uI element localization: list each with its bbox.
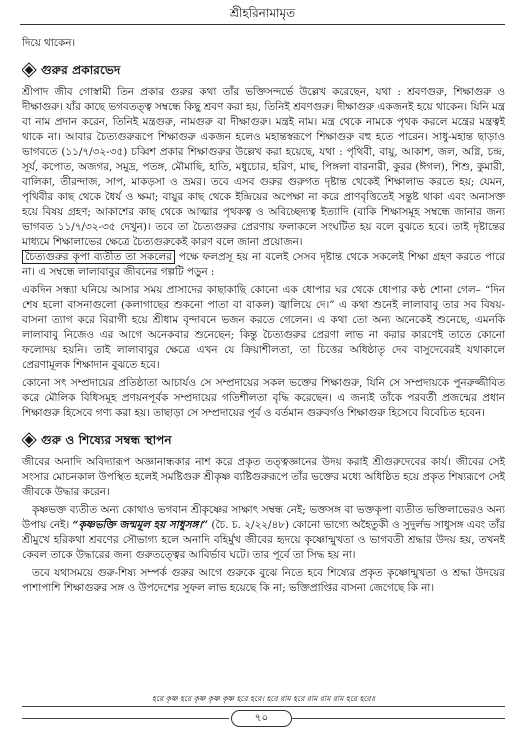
paragraph-sampradaya-acharya: কোনো সৎ সম্প্রদায়ের প্রতিষ্ঠাতা আচার্যও সে সম্প্রদায়ের সকল ভক্তের শিক্ষাগুরু, যিনি সে সম্প্রদায়কে পুনরুজ্জীবিত করে মৌলিক বিধিসমূহ প্রণয়নপূর্বক সম্প্রদায়ের গতিশীলতা বৃদ্ধি করেছেন। এ জন্যই তাঁকে পরবর্তী প্রজন্মের প্রধান শিক্ষাগুরু হিসেবে গণ্য করা হয়। তাছাড়া সে সম্প্রদায়ের পূর্ব ও বর্তমান গুরুবর্গও শিক্ষাগুরু হিসেবে বিবেচিত হবেন। — [22, 377, 505, 419]
bullet-icon — [25, 66, 33, 74]
boxed-highlight: চৈত্যগুরুর কৃপা ব্যতীত তা সকলের — [22, 250, 175, 264]
book-title: শ্রীহরিনামামৃত — [229, 6, 296, 20]
scripture-quote: “কৃষ্ণভক্তি জন্মমূল হয় সাধুসঙ্গ।” — [72, 519, 209, 531]
footer-divider-left — [22, 718, 229, 719]
section-heading-guru-types — [22, 62, 505, 78]
footer-divider-right — [292, 718, 505, 719]
section-heading-label: গুরু ও শিষ্যের সম্বন্ধ স্থাপন — [41, 433, 172, 447]
running-header — [20, 5, 505, 25]
paragraph-text: কৃষ্ণভক্ত ব্যতীত অন্য কোথাও ভগবান শ্রীকৃষ্ণের সাক্ষাৎ সম্বন্ধ নেই; ভক্তসঙ্গ বা ভক্তকৃপা ব্যতীত ভক্তিলাভেরও অন্য উপায় নেই। — [22, 504, 505, 531]
paragraph-text: (চৈ. চ. ২/২২/৪৮) কোনো ভাগ্যে অহৈতুকী ও সুদুর্লভ সাধুসঙ্গ এবং তাঁর শ্রীমুখে হরিকথা শ্রবণের সৌভাগ্য হলে অনাদি বহির্মুখ জীবের হৃদয়ে কৃষ্ণোন্মুখতা ও ভাগবতী শ্রদ্ধার উদয় হয়, তখনই কেবল তাকে উদ্ধারের জন্য গুরুতত্ত্বের আবির্ভাব ঘটে। তার পূর্বে তা সিদ্ধ হয় না। — [22, 519, 505, 561]
page-number: ৭০ — [231, 710, 292, 727]
footer-mantra: হরে কৃষ্ণ হরে কৃষ্ণ কৃষ্ণ কৃষ্ণ হরে হরে। হরে রাম হরে রাম রাম রাম হরে হরে॥ — [22, 694, 505, 707]
section-heading-guru-disciple — [22, 432, 505, 448]
paragraph-guru-function: জীবের অনাদি অবিদ্যারূপ অজ্ঞানান্ধকার নাশ করে প্রকৃত তত্ত্বজ্ঞানের উদয় করাই শ্রীগুরুদেবের কার্য। জীবের সেই সংসার মোচনকাল উপস্থিত হলেই সমষ্টিগুরু শ্রীকৃষ্ণ ব্যষ্টিগুরুরূপে তাঁর ভক্তের মধ্যে অধিষ্ঠিত হয়ে প্রকৃত শিষ্যরূপে সেই জীবকে উদ্ধার করেন। — [22, 456, 505, 498]
paragraph-timely-relation: তবে যথাসময়ে গুরু-শিষ্য সম্পর্ক গুরুর আগে গুরুকে বুঝে নিতে হবে শিষ্যের প্রকৃত কৃষ্ণোন্মুখতা ও শ্রদ্ধা উদয়ের পাশাপাশি শিক্ষাগুরুর সঙ্গ ও উপদেশের সুফল লাভ হয়েছে কি না; ভক্তিপ্রাপ্তির বাসনা জেগেছে কি না। — [22, 567, 505, 594]
paragraph-text: শ্রীপাদ জীব গোস্বামী তিন প্রকার গুরুর কথা তাঁর ভক্তিসন্দর্ভে উল্লেখ করেছেন, যথা : শ্রবণগুরু, শিক্ষাগুরু ও দীক্ষাগুরু। যাঁর কাছে ভগবতত্ত্ব সম্বন্ধে কিছু শ্রবণ করা হয়, তিনিই শ্রবণগুরু। দীক্ষাগুরু একজনই হয়ে থাকেন। যিনি মন্ত্র বা নাম প্রদান করেন, তিনিই মন্ত্রগুরু, নামগুরু বা দীক্ষাগুরু। মন্ত্রই নাম। মন্ত্র থেকে নামকে পৃথক করলে মন্ত্রের মন্ত্রত্বই থাকে না। আবার চৈত্যগুরুরূপে শিক্ষাগুরু একজন হলেও মহান্তস্বরূপে শিক্ষাগুরু বহু হতে পারেন। সাধু-মহান্ত ছাড়াও ভাগবতে (১১/৭/৩২-৩৫) চব্বিশ প্রকার শিক্ষাগুরুর উল্লেখ করা হয়েছে, যথা : পৃথিবী, বায়ু, আকাশ, জল, অগ্নি, চন্দ্র, সূর্য, কপোত, অজগর, সমুদ্র, পতঙ্গ, মৌমাছি, হাতি, মধুচোর, হরিণ, মাছ, পিঙ্গলা বারনারী, কুরর (ঈগল), শিশু, কুমারী, বালিকা, তীরন্দাজ, সাপ, মাকড়সা ও ভ্রমর। তবে এসব গুরুর গুরুগত দৃষ্টান্ত থেকেই শিক্ষালাভ করতে হয়; যেমন, পৃথিবীর কাছ থেকে ধৈর্য ও ক্ষমা; বায়ুর কাছ থেকে ইন্দ্রিয়ের অপেক্ষা না করে প্রাণবৃত্তিতেই সন্তুষ্ট থাকা এবং অনাসক্ত হয়ে বিষয় গ্রহণ; আকাশের কাছ থেকে আত্মার পৃথকত্ব ও অবিচ্ছেদ্যত্ব ইত্যাদি (বাকি শিক্ষাসমূহ সম্বন্ধে জানার জন্য ভাগবত ১১/৭/৩২-৩৫ দেখুন)। তবে তা চৈত্যগুরুর প্রেরণায় ফলাকলে সংঘটিত হয় বলে বুঝতে হবে। তাই দৃষ্টান্তের মাধ্যমে শিক্ষালাভের ক্ষেত্রে চৈত্যগুরুকেই কারণ বলে জানা প্রয়োজন। — [22, 86, 505, 248]
continued-text: দিয়ে থাকেন। — [22, 37, 76, 49]
bullet-icon — [25, 436, 33, 444]
paragraph-sadhusanga — [22, 503, 505, 563]
paragraph-guru-types — [22, 85, 505, 280]
paragraph-lalababu-story: একদিন সন্ধ্যা ঘনিয়ে আসার সময় প্রাসাদের কাছাকাছি কোনো এক ধোপার ঘর থেকে ধোপার কণ্ঠ শোনা গেল– “দিন শেষ হলো বাসনাগুলো (কলাগাছের শুকনো পাতা বা বাকল) জ্বালিয়ে দে।” এ কথা শুনেই লালাবাবু তার সব বিষয়-বাসনা ত্যাগ করে বিরাগী হয়ে শ্রীধাম বৃন্দাবনে ভজন করতে গেলেন। এ কথা তো অন্য অনেকেই শুনেছে, এমনকি লালাবাবু নিজেও এর আগে অনেকবার শুনেছেন; কিন্তু চৈত্যগুরুর প্রেরণা লাভ না করার কারণেই তাতে কোনো ফলোদয় হয়নি। তাই লালাবাবুর ক্ষেত্রে এখন যে ক্রিয়াশীলতা, তা চিত্তের অধিষ্ঠাতৃ দেব বাসুদেবেরই যথাকালে প্রেরণামূলক শিক্ষাদান বুঝতে হবে। — [22, 284, 505, 371]
section-heading-label: গুরুর প্রকারভেদ — [41, 63, 121, 77]
page-body — [22, 36, 505, 599]
paragraph-text: পক্ষে ফলপ্রসূ হয় না বলেই সেসব দৃষ্টান্ত থেকে সকলেই শিক্ষা গ্রহণ করতে পারে না। এ সম্বন্ধে লালাবাবুর জীবনের গল্পটি পড়ুন : — [22, 251, 505, 278]
